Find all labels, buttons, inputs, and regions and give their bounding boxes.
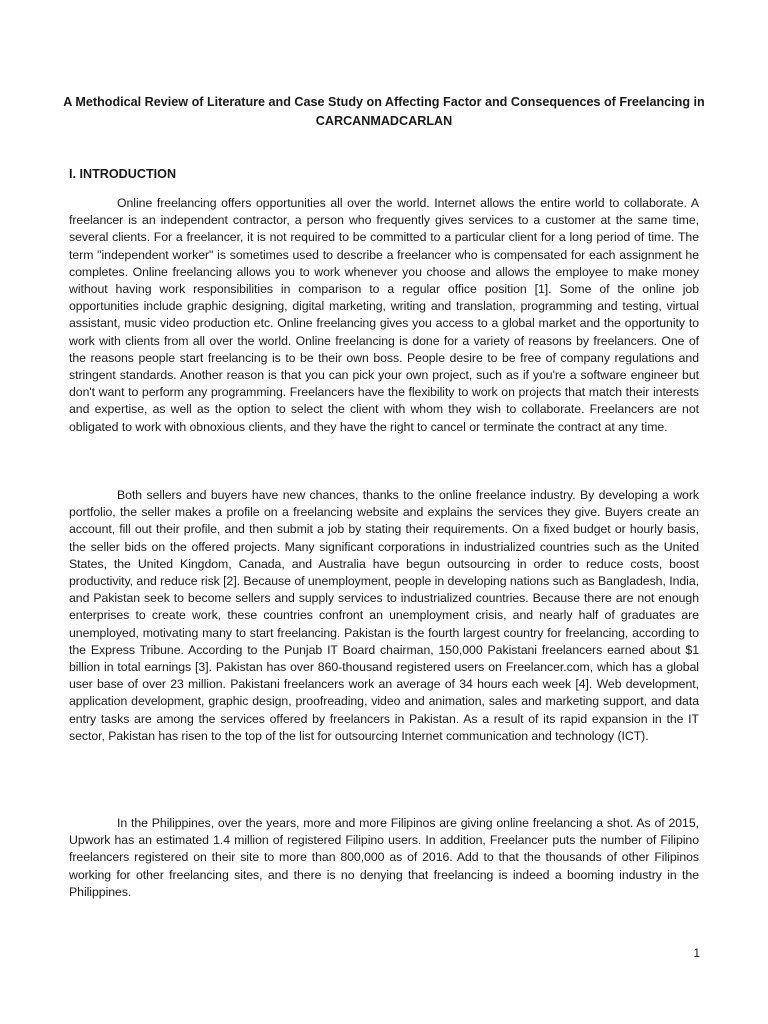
body-paragraph-2: Both sellers and buyers have new chances, thanks to the online freelance industry. By developing a work portfolio, the seller makes a profile on a freelancing website and explains the services they give. Buyers create an account, fill out their profile, and then submit a job by stating their requirements. On a fixed budget or hourly basis, the seller bids on the offered projects. Many significant corporations in industrialized countries such as the United States, the United Kingdom, Canada, and Australia have begun outsourcing in order to reduce costs, boost productivity, and reduce risk [2]. Because of unemployment, people in developing nations such as Bangladesh, India, and Pakistan seek to become sellers and supply services to industrialized countries. Because there are not enough enterprises to create work, these countries confront an unemployment crisis, and nearly half of graduates are unemployed, motivating many to start freelancing. Pakistan is the fourth largest country for freelancing, according to the Express Tribune. According to the Punjab IT Board chairman, 150,000 Pakistani freelancers earned about $1 billion in total earnings [3]. Pakistan has over 860-thousand registered users on Freelancer.com, which has a global user base of over 23 million. Pakistani freelancers work an average of 34 hours each week [4]. Web development, application development, graphic design, proofreading, video and animation, sales and marketing support, and data entry tasks are among the services offered by freelancers in Pakistan. As a result of its rapid expansion in the IT sector, Pakistan has risen to the top of the list for outsourcing Internet communication and technology (ICT). [69, 488, 699, 743]
body-paragraph-1: Online freelancing offers opportunities all over the world. Internet allows the entire world to collaborate. A freelancer is an independent contractor, a person who frequently gives services to a customer at the same time, several clients. For a freelancer, it is not required to be committed to a particular client for a long period of time. The term "independent worker" is sometimes used to describe a freelancer who is compensated for each assignment he completes. Online freelancing allows you to work whenever you choose and allows the employee to make money without having work responsibilities in comparison to a regular office position [1]. Some of the online job opportunities include graphic designing, digital marketing, writing and translation, programming and testing, virtual assistant, music video production etc. Online freelancing gives you access to a global market and the opportunity to work with clients from all over the world. Online freelancing is done for a variety of reasons by freelancers. One of the reasons people start freelancing is to be their own boss. People desire to be free of company regulations and stringent standards. Another reason is that you can pick your own project, such as if you're a software engineer but don't want to perform any programming. Freelancers have the flexibility to work on projects that match their interests and expertise, as well as the option to select the client with whom they wish to collaborate. Freelancers are not obligated to work with obnoxious clients, and they have the right to cancel or terminate the contract at any time. [69, 196, 699, 434]
page-number: 1 [693, 946, 700, 960]
body-paragraph-3: In the Philippines, over the years, more and more Filipinos are giving online freelancing a shot. As of 2015, Upwork has an estimated 1.4 million of registered Filipino users. In addition, Freelancer puts the number of Filipino freelancers registered on their site to more than 800,000 as of 2016. Add to that the thousands of other Filipinos working for other freelancing sites, and there is no denying that freelancing is indeed a booming industry in the Philippines. [69, 816, 699, 899]
document-title: A Methodical Review of Literature and Case Study on Affecting Factor and Consequences of Freelancing in CARCANMADCARLAN [63, 95, 705, 128]
section-heading-introduction: I. INTRODUCTION [69, 167, 177, 181]
